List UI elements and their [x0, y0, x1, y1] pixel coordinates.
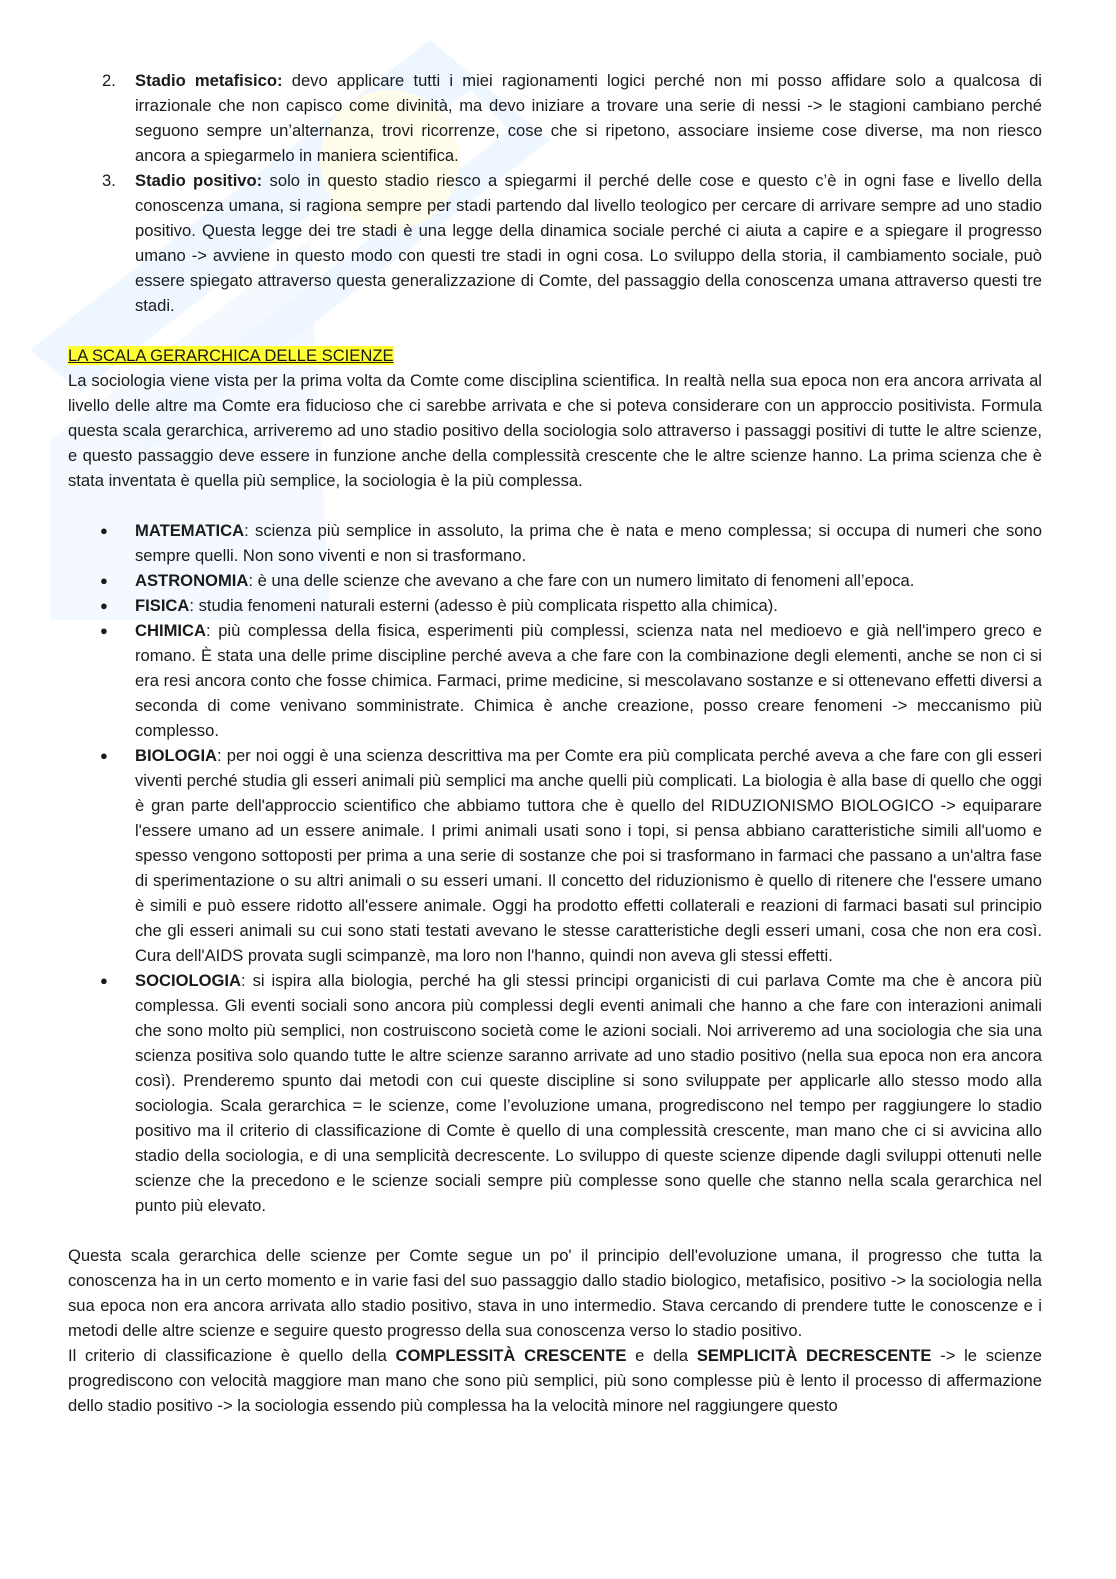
stage-term: Stadio metafisico: [135, 71, 283, 90]
list-item-fisica [68, 593, 1042, 618]
science-term: MATEMATICA [135, 521, 245, 540]
science-text: : si ispira alla biologia, perché ha gli stessi principi organicisti di cui parlava Comte ma che è ancora più complessa. Gli eventi sociali sono ancora più complessi degli eventi animali che hanno a che fare con interazioni animali che sono molto più semplici, non costruiscono società come le azioni sociali. Noi arriveremo ad una sociologia che sia una scienza positiva solo quando tutte le altre scienze saranno arrivate ad uno stadio positivo (nella sua epoca non era ancora così). Prenderemo spunto dai metodi con cui queste discipline si sono sviluppate per applicarle allo stesso modo alla sociologia. Scala gerarchica = le scienze, come l’evoluzione umana, progrediscono nel tempo per raggiungere lo stadio positivo ma il criterio di classificazione di Comte è quello di una complessità crescente, man mano che ci si avvicina allo stadio della sociologia, e di una semplicità decrescente. Lo sviluppo di queste scienze dipende dagli sviluppi ottenuti nelle scienze che la precedono e le scienze sociali sempre più complesse sono quelle che stanno nella scala gerarchica nel punto più elevato. [135, 971, 1042, 1215]
list-number: 3. [102, 171, 116, 190]
science-term: ASTRONOMIA [135, 571, 249, 590]
bullet-icon: ● [100, 748, 108, 763]
closing-paragraph: Questa scala gerarchica delle scienze per Comte segue un po' il principio dell'evoluzione umana, il progresso che tutta la conoscenza ha in un certo momento e in varie fasi del suo passaggio dallo stadio biologico, metafisico, positivo -> la sociologia nella sua epoca non era ancora arrivata allo stadio positivo, stava in uno intermedio. Stava cercando di prendere tutte le conoscenze e i metodi delle altre scienze e seguire questo progresso della sua conoscenza verso lo stadio positivo. [68, 1246, 1042, 1340]
science-term: SOCIOLOGIA [135, 971, 242, 990]
stages-list [68, 68, 1042, 318]
list-item-astronomia [68, 568, 1042, 593]
list-item-stage-3 [68, 168, 1042, 318]
criterion-text: -> le scienze progrediscono con velocità maggiore man mano che sono più semplici, più sono complesse più è lento il processo di affermazione dello stadio positivo -> la sociologia essendo più complessa ha la velocità minore nel raggiungere questo [68, 1346, 1042, 1415]
science-term: BIOLOGIA [135, 746, 218, 765]
list-item-chimica [68, 618, 1042, 743]
section-heading-text: LA SCALA GERARCHICA DELLE SCIENZE [68, 346, 394, 365]
section-heading [68, 343, 1042, 368]
intro-paragraph: La sociologia viene vista per la prima volta da Comte come disciplina scientifica. In realtà nella sua epoca non era ancora arrivata al livello delle altre ma Comte era fiducioso che ci sarebbe arrivata e che si poteva considerare con un approccio positivista. Formula questa scala gerarchica, arriveremo ad uno stadio positivo della sociologia solo attraverso i passaggi positivi di tutte le altre scienze, e questo passaggio deve essere in funzione anche della complessità crescente che le altre scienze hanno. La prima scienza che è stata inventata è quella più semplice, la sociologia è la più complessa. [68, 371, 1042, 490]
science-text: : più complessa della fisica, esperimenti più complessi, scienza nata nel medioevo e già nell'impero greco e romano. È stata una delle prime discipline perché aveva a che fare con la combinazione degli elementi, anche se non ci si era resi ancora conto che fosse chimica. Farmaci, prime medicine, si mescolavano sostanze e si ottenevano effetti diversi a seconda di come venivano somministrate. Chimica è anche creazione, posso creare fenomeni -> meccanismo più complesso. [135, 621, 1042, 740]
stage-text: devo applicare tutti i miei ragionamenti logici perché non mi posso affidare solo a qualcosa di irrazionale che non capisco come divinità, ma devo iniziare a trovare una serie di nessi -> le stagioni cambiano perché seguono sempre un’alternanza, trovi ricorrenze, cose che si ripetono, associare insieme cose diverse, ma non riesco ancora a spiegarmelo in maniera scientifica. [135, 71, 1042, 165]
stage-term: Stadio positivo: [135, 171, 263, 190]
science-term: CHIMICA [135, 621, 206, 640]
stage-text: solo in questo stadio riesco a spiegarmi il perché delle cose e questo c’è in ogni fase e livello della conoscenza umana, si ragiona sempre per stadi partendo dal livello teologico per cercare di arrivare sempre ad uno stadio positivo. Questa legge dei tre stadi è una legge della dinamica sociale perché ci aiuta a capire e a spiegare il progresso umano -> avviene in questo modo con questi tre stadi in ogni cosa. Lo sviluppo della storia, il cambiamento sociale, può essere spiegato attraverso questa generalizzazione di Comte, del passaggio della conoscenza umana attraverso questi tre stadi. [135, 171, 1043, 315]
criterion-term: COMPLESSITÀ CRESCENTE [395, 1346, 627, 1365]
list-number: 2. [102, 71, 116, 90]
criterion-text: e della [626, 1346, 697, 1365]
list-item-biologia [68, 743, 1042, 968]
science-text: : è una delle scienze che avevano a che fare con un numero limitato di fenomeni all’epoca. [248, 571, 915, 590]
criterion-text: Il criterio di classificazione è quello della [68, 1346, 396, 1365]
science-text: : scienza più semplice in assoluto, la prima che è nata e meno complessa; si occupa di numeri che sono sempre quelli. Non sono viventi e non si trasformano. [135, 521, 1042, 565]
bullet-icon: ● [100, 523, 108, 538]
sciences-list [68, 518, 1042, 1218]
science-text: : per noi oggi è una scienza descrittiva ma per Comte era più complicata perché aveva a che fare con gli esseri viventi perché studia gli esseri animali più semplici ma anche quelli più complicati. La biologia è alla base di quello che oggi è gran parte dell'approccio scientifico che abbiamo tuttora che è quello del RIDUZIONISMO BIOLOGICO -> equiparare l'essere umano ad un essere animale. I primi animali usati sono i topi, si pensa abbiano caratteristiche simili all'uomo e spesso vengono sottoposti per prima a una serie di sostanze che poi si trasformano in farmaci che passano a un'altra fase di sperimentazione o su altri animali o su esseri umani. Il concetto del riduzionismo è quello di ritenere che l'essere umano è simili e può essere ridotto all'essere animale. Oggi ha prodotto effetti collaterali e reazioni di farmaci basati sul principio che gli esseri animali su cui sono stati testati avevano le stesse caratteristiche degli esseri umani, cosa che non era così. Cura dell'AIDS provata sugli scimpanzè, ma loro non l'hanno, quindi non aveva gli stessi effetti. [135, 746, 1042, 965]
list-item-stage-2 [68, 68, 1042, 168]
science-term: FISICA [135, 596, 190, 615]
criterion-term: SEMPLICITÀ DECRESCENTE [696, 1346, 932, 1365]
list-item-matematica [68, 518, 1042, 568]
bullet-icon: ● [100, 623, 108, 638]
bullet-icon: ● [100, 973, 108, 988]
document-content [68, 68, 1042, 1418]
criterion-paragraph [68, 1343, 1042, 1418]
science-text: : studia fenomeni naturali esterni (adesso è più complicata rispetto alla chimica). [189, 596, 778, 615]
bullet-icon: ● [100, 573, 108, 588]
bullet-icon: ● [100, 598, 108, 613]
list-item-sociologia [68, 968, 1042, 1218]
